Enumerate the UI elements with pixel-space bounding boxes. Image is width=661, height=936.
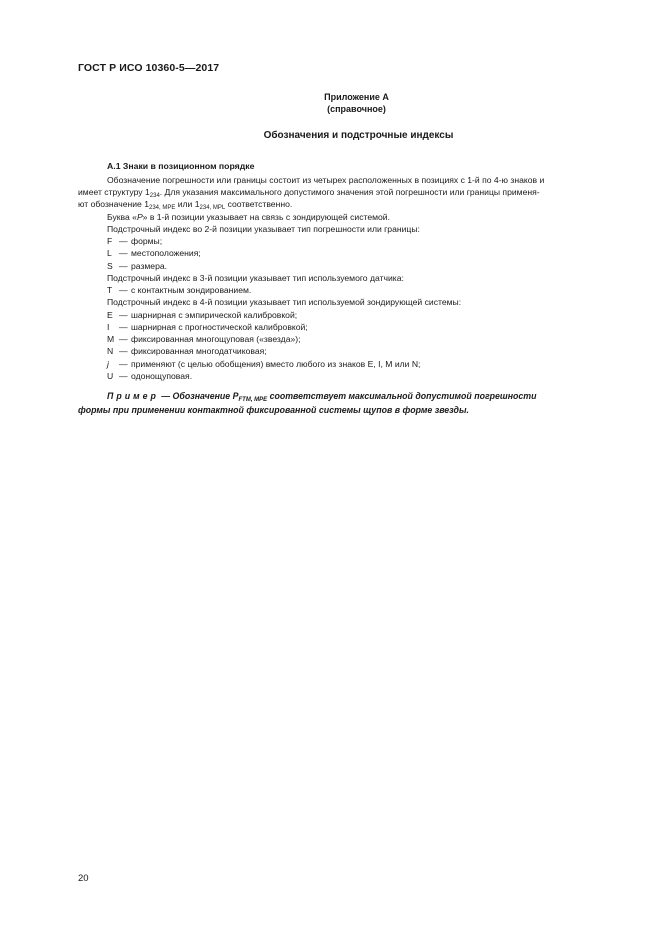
list-text: размера. (131, 261, 168, 271)
list-item (107, 285, 251, 296)
document-code: ГОСТ Р ИСО 10360-5—2017 (78, 62, 220, 74)
text: . Для указания максимального допустимого значения этой погрешности или границы применя- (159, 187, 540, 197)
list-item (107, 371, 192, 382)
list-text: местоположения; (131, 248, 201, 258)
list-item (107, 310, 297, 321)
list-letter: M (107, 334, 115, 344)
appendix-label: Приложение А (324, 92, 389, 102)
list-item (107, 236, 162, 247)
subscript: 234, MPL (199, 205, 226, 211)
list-dash: — (119, 371, 128, 381)
list-text: применяют (с целью обобщения) вместо любого из знаков E, I, M или N; (131, 359, 421, 369)
example-text: соответствует максимальной допустимой погрешности (267, 391, 537, 401)
subscript: 234, MPE (149, 205, 176, 211)
list-text: фиксированная многодатчиковая; (131, 346, 267, 356)
list-item (107, 334, 301, 345)
text: имеет структуру 1 (78, 187, 150, 197)
list-letter: S (107, 261, 113, 271)
list-dash: — (119, 285, 128, 295)
paragraph-line: Подстрочный индекс в 4-й позиции указывает тип используемой зондирующей системы: (107, 297, 462, 307)
list-text: фиксированная многощуповая («звезда»); (131, 334, 301, 344)
list-item (107, 359, 420, 370)
list-item (107, 248, 201, 259)
list-letter: I (107, 322, 110, 332)
list-dash: — (119, 359, 128, 369)
list-text: с контактным зондированием. (131, 285, 252, 295)
list-letter: T (107, 285, 113, 295)
paragraph-line (78, 187, 540, 198)
list-dash: — (119, 346, 128, 356)
list-text: формы; (131, 236, 163, 246)
paragraph-line (107, 175, 544, 186)
paragraph-line (107, 212, 390, 223)
list-letter: L (107, 248, 112, 258)
paragraph-line: Подстрочный индекс во 2-й позиции указывает тип погрешности или границы: (107, 224, 420, 234)
list-dash: — (119, 322, 128, 332)
subscript: 234 (149, 193, 160, 199)
list-letter: U (107, 371, 114, 381)
page-number: 20 (78, 873, 89, 884)
example-dash: — (158, 391, 173, 401)
list-dash: — (119, 334, 128, 344)
appendix-type: (справочное) (327, 104, 386, 114)
text: Буква « (107, 212, 137, 222)
list-dash: — (119, 310, 128, 320)
list-dash: — (119, 261, 128, 271)
appendix-title: Обозначения и подстрочные индексы (263, 130, 454, 141)
italic-letter: P (136, 212, 143, 222)
list-dash: — (119, 236, 128, 246)
list-item (107, 261, 167, 272)
text: Обозначение погрешности или границы состоит из четырех расположенных в позициях с 1-й по 4-ю знаков и (107, 175, 545, 185)
subscript: FTM, MPE (238, 397, 268, 403)
example-text: Обозначение P (172, 391, 239, 401)
example-label: Пример (107, 391, 159, 401)
list-dash: — (119, 248, 128, 258)
list-letter: F (107, 236, 113, 246)
section-heading: А.1 Знаки в позиционном порядке (107, 161, 255, 171)
list-item (107, 322, 308, 333)
list-letter: E (107, 310, 113, 320)
paragraph-line: Подстрочный индекс в 3-й позиции указывает тип используемого датчика: (107, 273, 404, 283)
list-letter: j (107, 359, 109, 369)
list-text: шарнирная с эмпирической калибровкой; (131, 310, 298, 320)
paragraph-line (78, 199, 292, 210)
example-line (107, 389, 537, 403)
list-text: одонощуповая. (131, 371, 193, 381)
example-line: формы при применении контактной фиксированной системы щупов в форме звезды. (78, 405, 469, 415)
text: ют обозначение 1 (78, 199, 149, 209)
list-item (107, 346, 267, 357)
text: соответственно. (225, 199, 293, 209)
list-text: шарнирная с прогностической калибровкой; (131, 322, 308, 332)
list-letter: N (107, 346, 114, 356)
text: или 1 (175, 199, 200, 209)
text: » в 1-й позиции указывает на связь с зондирующей системой. (142, 212, 390, 222)
